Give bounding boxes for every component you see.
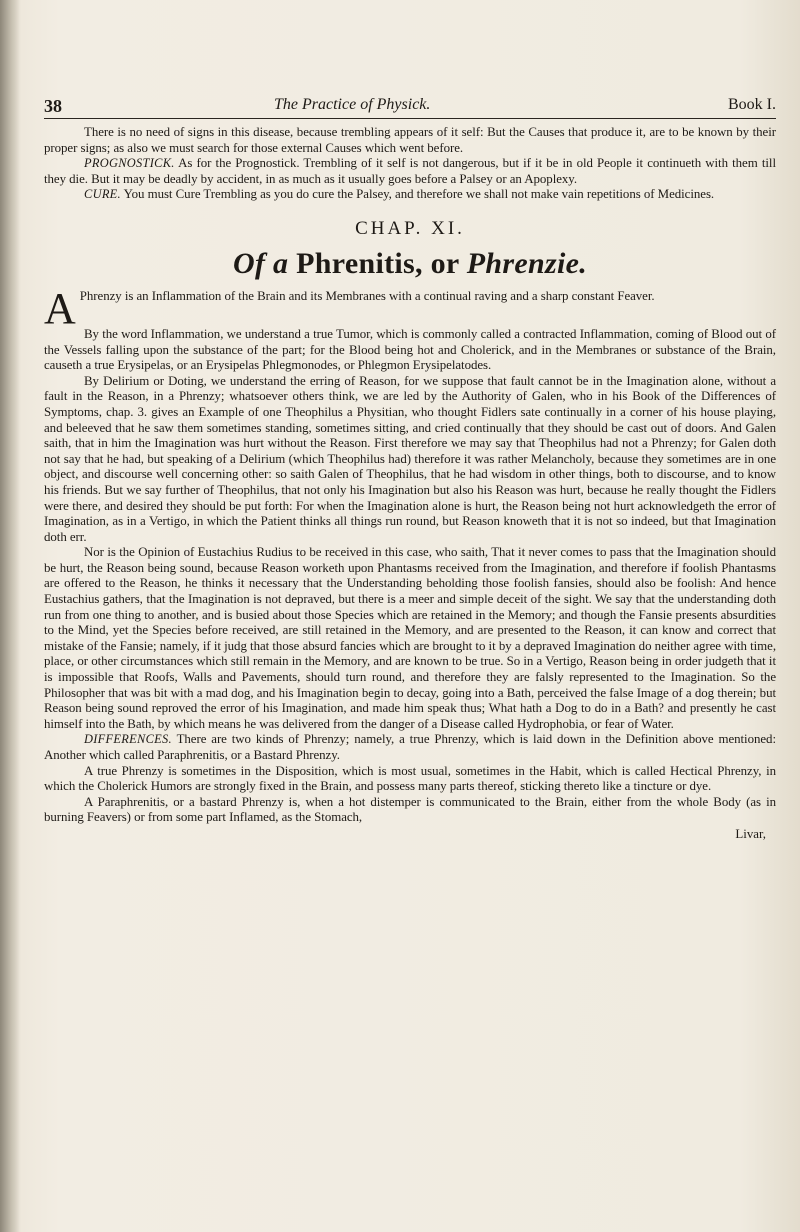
- book-label: Book I.: [728, 96, 776, 113]
- differences-heading: DIFFERENCES.: [84, 732, 172, 747]
- paragraph-delirium: By Delirium or Doting, we understand the erring of Reason, for we suppose that fault cannot be in the Imagination alone, without a fault in the Reason, in a Phrenzy; whatsoever others think, we are led by the Authority of Galen, who in his Book of the Differences of Symptoms, chap. 3. gives an Example of one Theophilus a Physitian, who thought Fidlers sate continually in a corner of his house playing, and beleeved that he saw them sometimes standing, sometimes sitting, and cried continually that they should be cast out of doors. And Galen saith, that in him the Imagination was hurt without the Reason. First therefore we may say that Theophilus had not a Phrenzy; for Galen doth not say that he had, but speaking of a Delirium (which Theophilus had) therefore it was rather Melancholy, because they sometimes are in one object, and discourse well concerning other: so saith Galen of Theophilus, that he had wisdom in other things, both to discourse, and to know his friends. But we say further of Theophilus, that not only his Imagination but also his Reason was hurt, because he really thought the Fidlers were there, and desired they should be put forth: For when the Imagination alone is hurt, the Reason being not hurt acknowledgeth the error of Imagination, as in a Vertigo, in which the Patient thinks all things run round, but Reason knoweth that it is not so indeed, but that Imagination doth err.: [44, 373, 776, 544]
- prognostick-section: [44, 156, 776, 187]
- definition-text: Phrenzy is an Inflammation of the Brain and its Membranes with a continual raving and a sharp constant Feaver.: [79, 288, 655, 303]
- page-binding-shadow: [0, 0, 20, 1232]
- definition-block: [44, 283, 776, 333]
- chapter-title-prefix: Of a: [233, 246, 289, 280]
- paragraph-paraphrenitis: A Paraphrenitis, or a bastard Phrenzy is, when a hot distemper is communicated to the Brain, either from the whole Body (as in burning Feavers) or from some part Inflamed, as the Stomach,: [44, 794, 776, 825]
- chapter-title: [44, 247, 776, 281]
- paragraph-eustachius: Nor is the Opinion of Eustachius Rudius to be received in this case, who saith, That it never comes to pass that the Imagination should be hurt, the Reason being sound, because Reason worketh upon Phantasms received from the Imagination, and therefore if foolish Phantasms are offered to the Reason, he thinks it necessary that the Understanding beholding those foolish fansies, should also be foolish: And hence Eustachius gathers, that the Imagination is not depraved, but there is a meer and simple deceit of the sight. We say that the understanding doth run from one thing to another, and is busied about those Species which are retained in the Memory; and though the Fansie presents absurdities to the Mind, yet the Species before received, are still retained in the Memory, and are presented to the Reason, it can know and correct that mistake of the Fansie; namely, if it judg that those absurd fancies which are brought to it by a depraved Imagination do neither agree with time, place, or other circumstances which still remain in the Memory, and are known to be true. So in a Vertigo, Reason being in order judgeth that it is impossible that Roofs, Walls and Pavements, should turn round, and therefore they are falsly represented to the Imagination. So the Philosopher that was bit with a mad dog, and his Imagination begin to decay, going into a Bath, perceived the false Image of a dog therein; but Reason being sound reproved the error of his Imagination, and made him speak thus; What hath a Dog to do in a Bath? and presently he cast himself into the Bath, by which means he was delivered from the danger of a Disease called Hydrophobia, or fear of Water.: [44, 545, 776, 731]
- running-title: The Practice of Physick.: [274, 96, 431, 113]
- cure-text: You must Cure Trembling as you do cure the Palsey, and therefore we shall not make vain repetitions of Medicines.: [123, 187, 715, 202]
- prognostick-text: As for the Prognostick. Trembling of it self is not dangerous, but if it be in old People it continueth with them till they die. But it may be deadly by accident, in as much as it usually goes before a Palsey or an Apoplexy.: [44, 156, 776, 186]
- chapter-number: CHAP. XI.: [355, 217, 465, 239]
- page-number: 38: [44, 96, 62, 116]
- paragraph-inflammation: By the word Inflammation, we understand a true Tumor, which is commonly called a contracted Inflammation, coming of Blood out of the Vessels falling upon the substance of the part; for the Blood being hot and Cholerick, and in the Membranes or substance of the Brain, causeth a true Erysipelas, or an Erysipelas Phlegmonodes, or Phlegmon Erysipelatodes.: [44, 326, 776, 373]
- prognostick-heading: PROGNOSTICK.: [84, 156, 175, 171]
- differences-text: There are two kinds of Phrenzy; namely, a true Phrenzy, which is laid down in the Definition above mentioned: Another which called Paraphrenitis, or a Bastard Phrenzy.: [44, 732, 776, 762]
- intro-paragraph: There is no need of signs in this disease, because trembling appears of it self: But the Causes that produce it, are to be known by their proper signs; as also we must search for those external Causes which went before.: [44, 125, 776, 155]
- drop-cap: A: [44, 283, 76, 333]
- chapter-title-alt: Phrenzie.: [466, 246, 587, 280]
- page-content: [44, 96, 776, 842]
- catchword: Livar,: [735, 826, 766, 841]
- chapter-title-main: Phrenitis, or: [296, 246, 459, 280]
- paragraph-true-phrenzy: A true Phrenzy is sometimes in the Disposition, which is most usual, sometimes in the Habit, which is called Hectical Phrenzy, in which the Cholerick Humors are strongly fixed in the Brain, and possess many parts thereof, sticking thereto like a tincture or dye.: [44, 763, 776, 794]
- running-head: [44, 96, 776, 119]
- cure-section: [44, 187, 776, 203]
- cure-heading: CURE.: [84, 187, 121, 202]
- differences-section: [44, 732, 776, 763]
